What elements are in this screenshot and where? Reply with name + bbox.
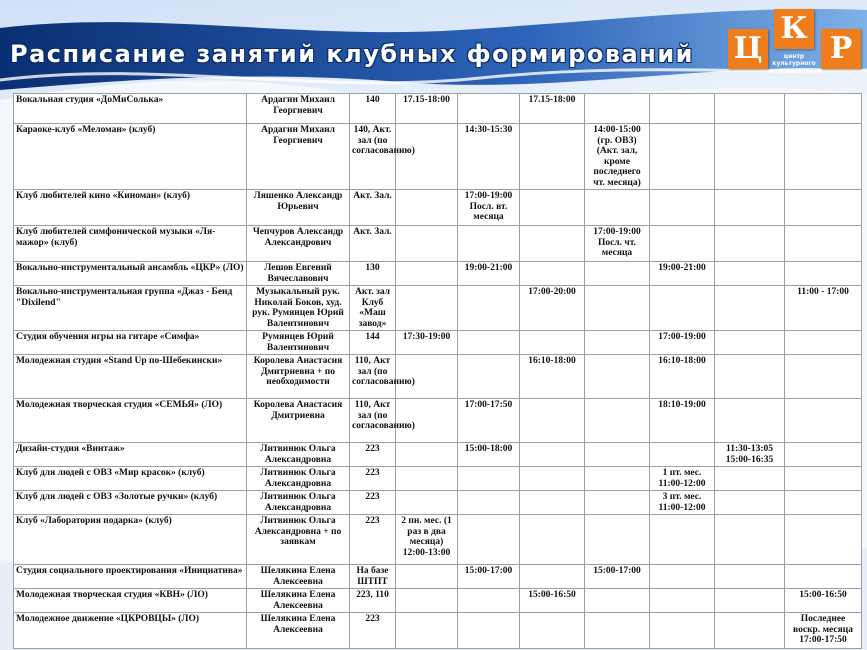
table-row bbox=[14, 331, 862, 355]
club-name-cell: Клуб для людей с ОВЗ «Мир красок» (клуб) bbox=[14, 467, 247, 491]
logo-letter-k: К bbox=[774, 9, 814, 49]
club-name-cell: Молодежная творческая студия «СЕМЬЯ» (ЛО) bbox=[14, 399, 247, 443]
day3-cell bbox=[520, 565, 585, 589]
logo-slogan: центр культурного развития bbox=[772, 53, 816, 74]
day1-cell bbox=[396, 226, 458, 262]
page-title: Расписание занятий клубных формирований bbox=[10, 40, 694, 68]
day2-cell bbox=[458, 613, 520, 649]
leader-cell: Литвинюк Ольга Александровна + по заявкам bbox=[247, 515, 350, 565]
day5-cell: 19:00-21:00 bbox=[650, 262, 715, 286]
day1-cell: 17.15-18:00 bbox=[396, 94, 458, 124]
day2-cell bbox=[458, 226, 520, 262]
table-row bbox=[14, 515, 862, 565]
schedule-table bbox=[13, 93, 862, 649]
table-row bbox=[14, 190, 862, 226]
day1-cell bbox=[396, 565, 458, 589]
day6-cell: 11:30-13:05 15:00-16:35 bbox=[715, 443, 785, 467]
day6-cell bbox=[715, 491, 785, 515]
day3-cell: 17.15-18:00 bbox=[520, 94, 585, 124]
club-name-cell: Вокальная студия «ДоМиСолька» bbox=[14, 94, 247, 124]
day6-cell bbox=[715, 467, 785, 491]
day5-cell: 1 пт. мес. 11:00-12:00 bbox=[650, 467, 715, 491]
day4-cell bbox=[585, 399, 650, 443]
day5-cell bbox=[650, 443, 715, 467]
day4-cell bbox=[585, 331, 650, 355]
day7-cell bbox=[785, 226, 862, 262]
day7-cell bbox=[785, 565, 862, 589]
club-name-cell: Студия социального проектирования «Инициатива» bbox=[14, 565, 247, 589]
room-cell: На базе ШТПТ bbox=[350, 565, 396, 589]
leader-cell: Румянцев Юрий Валентинович bbox=[247, 331, 350, 355]
day6-cell bbox=[715, 399, 785, 443]
day5-cell bbox=[650, 613, 715, 649]
table-row bbox=[14, 443, 862, 467]
day6-cell bbox=[715, 226, 785, 262]
day4-cell: 17:00-19:00 Посл. чт. месяца bbox=[585, 226, 650, 262]
room-cell: 223 bbox=[350, 613, 396, 649]
day5-cell: 17:00-19:00 bbox=[650, 331, 715, 355]
day5-cell: 18:10-19:00 bbox=[650, 399, 715, 443]
logo bbox=[726, 7, 866, 75]
day3-cell bbox=[520, 226, 585, 262]
club-name-cell: Дизайн-студия «Винтаж» bbox=[14, 443, 247, 467]
day1-cell bbox=[396, 613, 458, 649]
day6-cell bbox=[715, 331, 785, 355]
room-cell: 140 bbox=[350, 94, 396, 124]
table-row bbox=[14, 226, 862, 262]
day1-cell bbox=[396, 190, 458, 226]
day5-cell bbox=[650, 190, 715, 226]
day6-cell bbox=[715, 565, 785, 589]
day3-cell bbox=[520, 443, 585, 467]
day2-cell bbox=[458, 589, 520, 613]
day3-cell bbox=[520, 515, 585, 565]
table-row bbox=[14, 94, 862, 124]
day6-cell bbox=[715, 190, 785, 226]
leader-cell: Литвинюк Ольга Александровна bbox=[247, 467, 350, 491]
day7-cell bbox=[785, 399, 862, 443]
day4-cell bbox=[585, 262, 650, 286]
day2-cell bbox=[458, 467, 520, 491]
day1-cell bbox=[396, 443, 458, 467]
room-cell: 130 bbox=[350, 262, 396, 286]
day4-cell bbox=[585, 491, 650, 515]
day7-cell: 11:00 - 17:00 bbox=[785, 286, 862, 331]
day5-cell: 3 пт. мес. 11:00-12:00 bbox=[650, 491, 715, 515]
day2-cell: 17:00-19:00 Посл. вт. месяца bbox=[458, 190, 520, 226]
day3-cell bbox=[520, 331, 585, 355]
day5-cell bbox=[650, 124, 715, 190]
table-row bbox=[14, 262, 862, 286]
day4-cell bbox=[585, 515, 650, 565]
day7-cell bbox=[785, 491, 862, 515]
day3-cell bbox=[520, 467, 585, 491]
day6-cell bbox=[715, 355, 785, 399]
day6-cell bbox=[715, 589, 785, 613]
day7-cell bbox=[785, 124, 862, 190]
day2-cell: 15:00-18:00 bbox=[458, 443, 520, 467]
room-cell: 223 bbox=[350, 443, 396, 467]
day5-cell bbox=[650, 515, 715, 565]
leader-cell: Ардагин Михаил Георгиевич bbox=[247, 94, 350, 124]
leader-cell: Шелякина Елена Алексеевна bbox=[247, 613, 350, 649]
day7-cell bbox=[785, 190, 862, 226]
table-row bbox=[14, 124, 862, 190]
day3-cell: 17:00-20:00 bbox=[520, 286, 585, 331]
day7-cell: Последнее воскр. месяца 17:00-17:50 bbox=[785, 613, 862, 649]
club-name-cell: Клуб для людей с ОВЗ «Золотые ручки» (клуб) bbox=[14, 491, 247, 515]
leader-cell: Ляшенко Александр Юрьевич bbox=[247, 190, 350, 226]
logo-letter-r: Р bbox=[821, 29, 861, 69]
day2-cell: 17:00-17:50 bbox=[458, 399, 520, 443]
day4-cell bbox=[585, 190, 650, 226]
table-row bbox=[14, 613, 862, 649]
room-cell: Акт. зал Клуб «Маш завод» bbox=[350, 286, 396, 331]
room-cell: 110, Акт зал (по согласованию) bbox=[350, 355, 396, 399]
leader-cell: Шелякина Елена Алексеевна bbox=[247, 565, 350, 589]
day5-cell bbox=[650, 286, 715, 331]
room-cell: 110, Акт зал (по согласованию) bbox=[350, 399, 396, 443]
day4-cell: 14:00-15:00 (гр. ОВЗ) (Акт. зал, кроме последнего чт. месяца) bbox=[585, 124, 650, 190]
room-cell: 223 bbox=[350, 515, 396, 565]
day4-cell: 15:00-17:00 bbox=[585, 565, 650, 589]
day2-cell bbox=[458, 515, 520, 565]
day5-cell bbox=[650, 94, 715, 124]
club-name-cell: Студия обучения игры на гитаре «Симфа» bbox=[14, 331, 247, 355]
table-row bbox=[14, 565, 862, 589]
room-cell: 223 bbox=[350, 491, 396, 515]
day3-cell: 16:10-18:00 bbox=[520, 355, 585, 399]
leader-cell: Музыкальный рук. Николай Боков, худ. рук. Румянцев Юрий Валентинович bbox=[247, 286, 350, 331]
table-row bbox=[14, 355, 862, 399]
day1-cell: 17:30-19:00 bbox=[396, 331, 458, 355]
leader-cell: Королева Анастасия Дмитриевна bbox=[247, 399, 350, 443]
logo-letter-c: Ц bbox=[728, 29, 768, 69]
day6-cell bbox=[715, 94, 785, 124]
day5-cell: 16:10-18:00 bbox=[650, 355, 715, 399]
day7-cell bbox=[785, 443, 862, 467]
table-row bbox=[14, 589, 862, 613]
day3-cell bbox=[520, 262, 585, 286]
day1-cell bbox=[396, 286, 458, 331]
day6-cell bbox=[715, 286, 785, 331]
room-cell: Акт. Зал. bbox=[350, 190, 396, 226]
club-name-cell: Молодежное движение «ЦКРОВЦЫ» (ЛО) bbox=[14, 613, 247, 649]
day4-cell bbox=[585, 286, 650, 331]
day1-cell bbox=[396, 124, 458, 190]
leader-cell: Королева Анастасия Дмитриевна + по необходимости bbox=[247, 355, 350, 399]
day7-cell bbox=[785, 515, 862, 565]
room-cell: 223 bbox=[350, 467, 396, 491]
day1-cell bbox=[396, 589, 458, 613]
leader-cell: Шелякина Елена Алексеевна bbox=[247, 589, 350, 613]
day2-cell: 15:00-17:00 bbox=[458, 565, 520, 589]
club-name-cell: Клуб «Лаборатория подарка» (клуб) bbox=[14, 515, 247, 565]
room-cell: 140, Акт. зал (по согласованию) bbox=[350, 124, 396, 190]
club-name-cell: Вокально-инструментальная группа «Джаз - Бенд "Dixilend" bbox=[14, 286, 247, 331]
day2-cell bbox=[458, 331, 520, 355]
day3-cell bbox=[520, 190, 585, 226]
day3-cell bbox=[520, 124, 585, 190]
day5-cell bbox=[650, 565, 715, 589]
day2-cell: 14:30-15:30 bbox=[458, 124, 520, 190]
club-name-cell: Молодежная студия «Stand Up по-Шебекински» bbox=[14, 355, 247, 399]
club-name-cell: Клуб любителей симфонической музыки «Ля-мажор» (клуб) bbox=[14, 226, 247, 262]
day4-cell bbox=[585, 94, 650, 124]
day6-cell bbox=[715, 613, 785, 649]
table-row bbox=[14, 491, 862, 515]
day5-cell bbox=[650, 226, 715, 262]
room-cell: Акт. Зал. bbox=[350, 226, 396, 262]
day3-cell: 15:00-16:50 bbox=[520, 589, 585, 613]
day6-cell bbox=[715, 515, 785, 565]
day3-cell bbox=[520, 399, 585, 443]
club-name-cell: Вокально-инструментальный ансамбль «ЦКР» (ЛО) bbox=[14, 262, 247, 286]
day2-cell bbox=[458, 286, 520, 331]
leader-cell: Лешов Евгений Вячеславович bbox=[247, 262, 350, 286]
day1-cell bbox=[396, 262, 458, 286]
day7-cell bbox=[785, 355, 862, 399]
leader-cell: Литвинюк Ольга Александровна bbox=[247, 443, 350, 467]
day2-cell bbox=[458, 355, 520, 399]
table-row bbox=[14, 467, 862, 491]
leader-cell: Ардагин Михаил Георгиевич bbox=[247, 124, 350, 190]
day2-cell bbox=[458, 491, 520, 515]
day2-cell bbox=[458, 94, 520, 124]
day4-cell bbox=[585, 613, 650, 649]
day7-cell bbox=[785, 467, 862, 491]
day4-cell bbox=[585, 443, 650, 467]
day3-cell bbox=[520, 491, 585, 515]
table-row bbox=[14, 286, 862, 331]
room-cell: 223, 110 bbox=[350, 589, 396, 613]
club-name-cell: Молодежная творческая студия «КВН» (ЛО) bbox=[14, 589, 247, 613]
day4-cell bbox=[585, 467, 650, 491]
day7-cell: 15:00-16:50 bbox=[785, 589, 862, 613]
day4-cell bbox=[585, 355, 650, 399]
club-name-cell: Караоке-клуб «Меломан» (клуб) bbox=[14, 124, 247, 190]
day6-cell bbox=[715, 124, 785, 190]
club-name-cell: Клуб любителей кино «Киноман» (клуб) bbox=[14, 190, 247, 226]
table-row bbox=[14, 399, 862, 443]
leader-cell: Литвинюк Ольга Александровна bbox=[247, 491, 350, 515]
day3-cell bbox=[520, 613, 585, 649]
day7-cell bbox=[785, 262, 862, 286]
schedule-body bbox=[14, 94, 862, 649]
day1-cell: 2 пн. мес. (1 раз в два месяца) 12:00-13:00 bbox=[396, 515, 458, 565]
day5-cell bbox=[650, 589, 715, 613]
day4-cell bbox=[585, 589, 650, 613]
day7-cell bbox=[785, 331, 862, 355]
day1-cell bbox=[396, 491, 458, 515]
day6-cell bbox=[715, 262, 785, 286]
room-cell: 144 bbox=[350, 331, 396, 355]
day7-cell bbox=[785, 94, 862, 124]
leader-cell: Чепчуров Александр Александрович bbox=[247, 226, 350, 262]
day2-cell: 19:00-21:00 bbox=[458, 262, 520, 286]
day1-cell bbox=[396, 467, 458, 491]
